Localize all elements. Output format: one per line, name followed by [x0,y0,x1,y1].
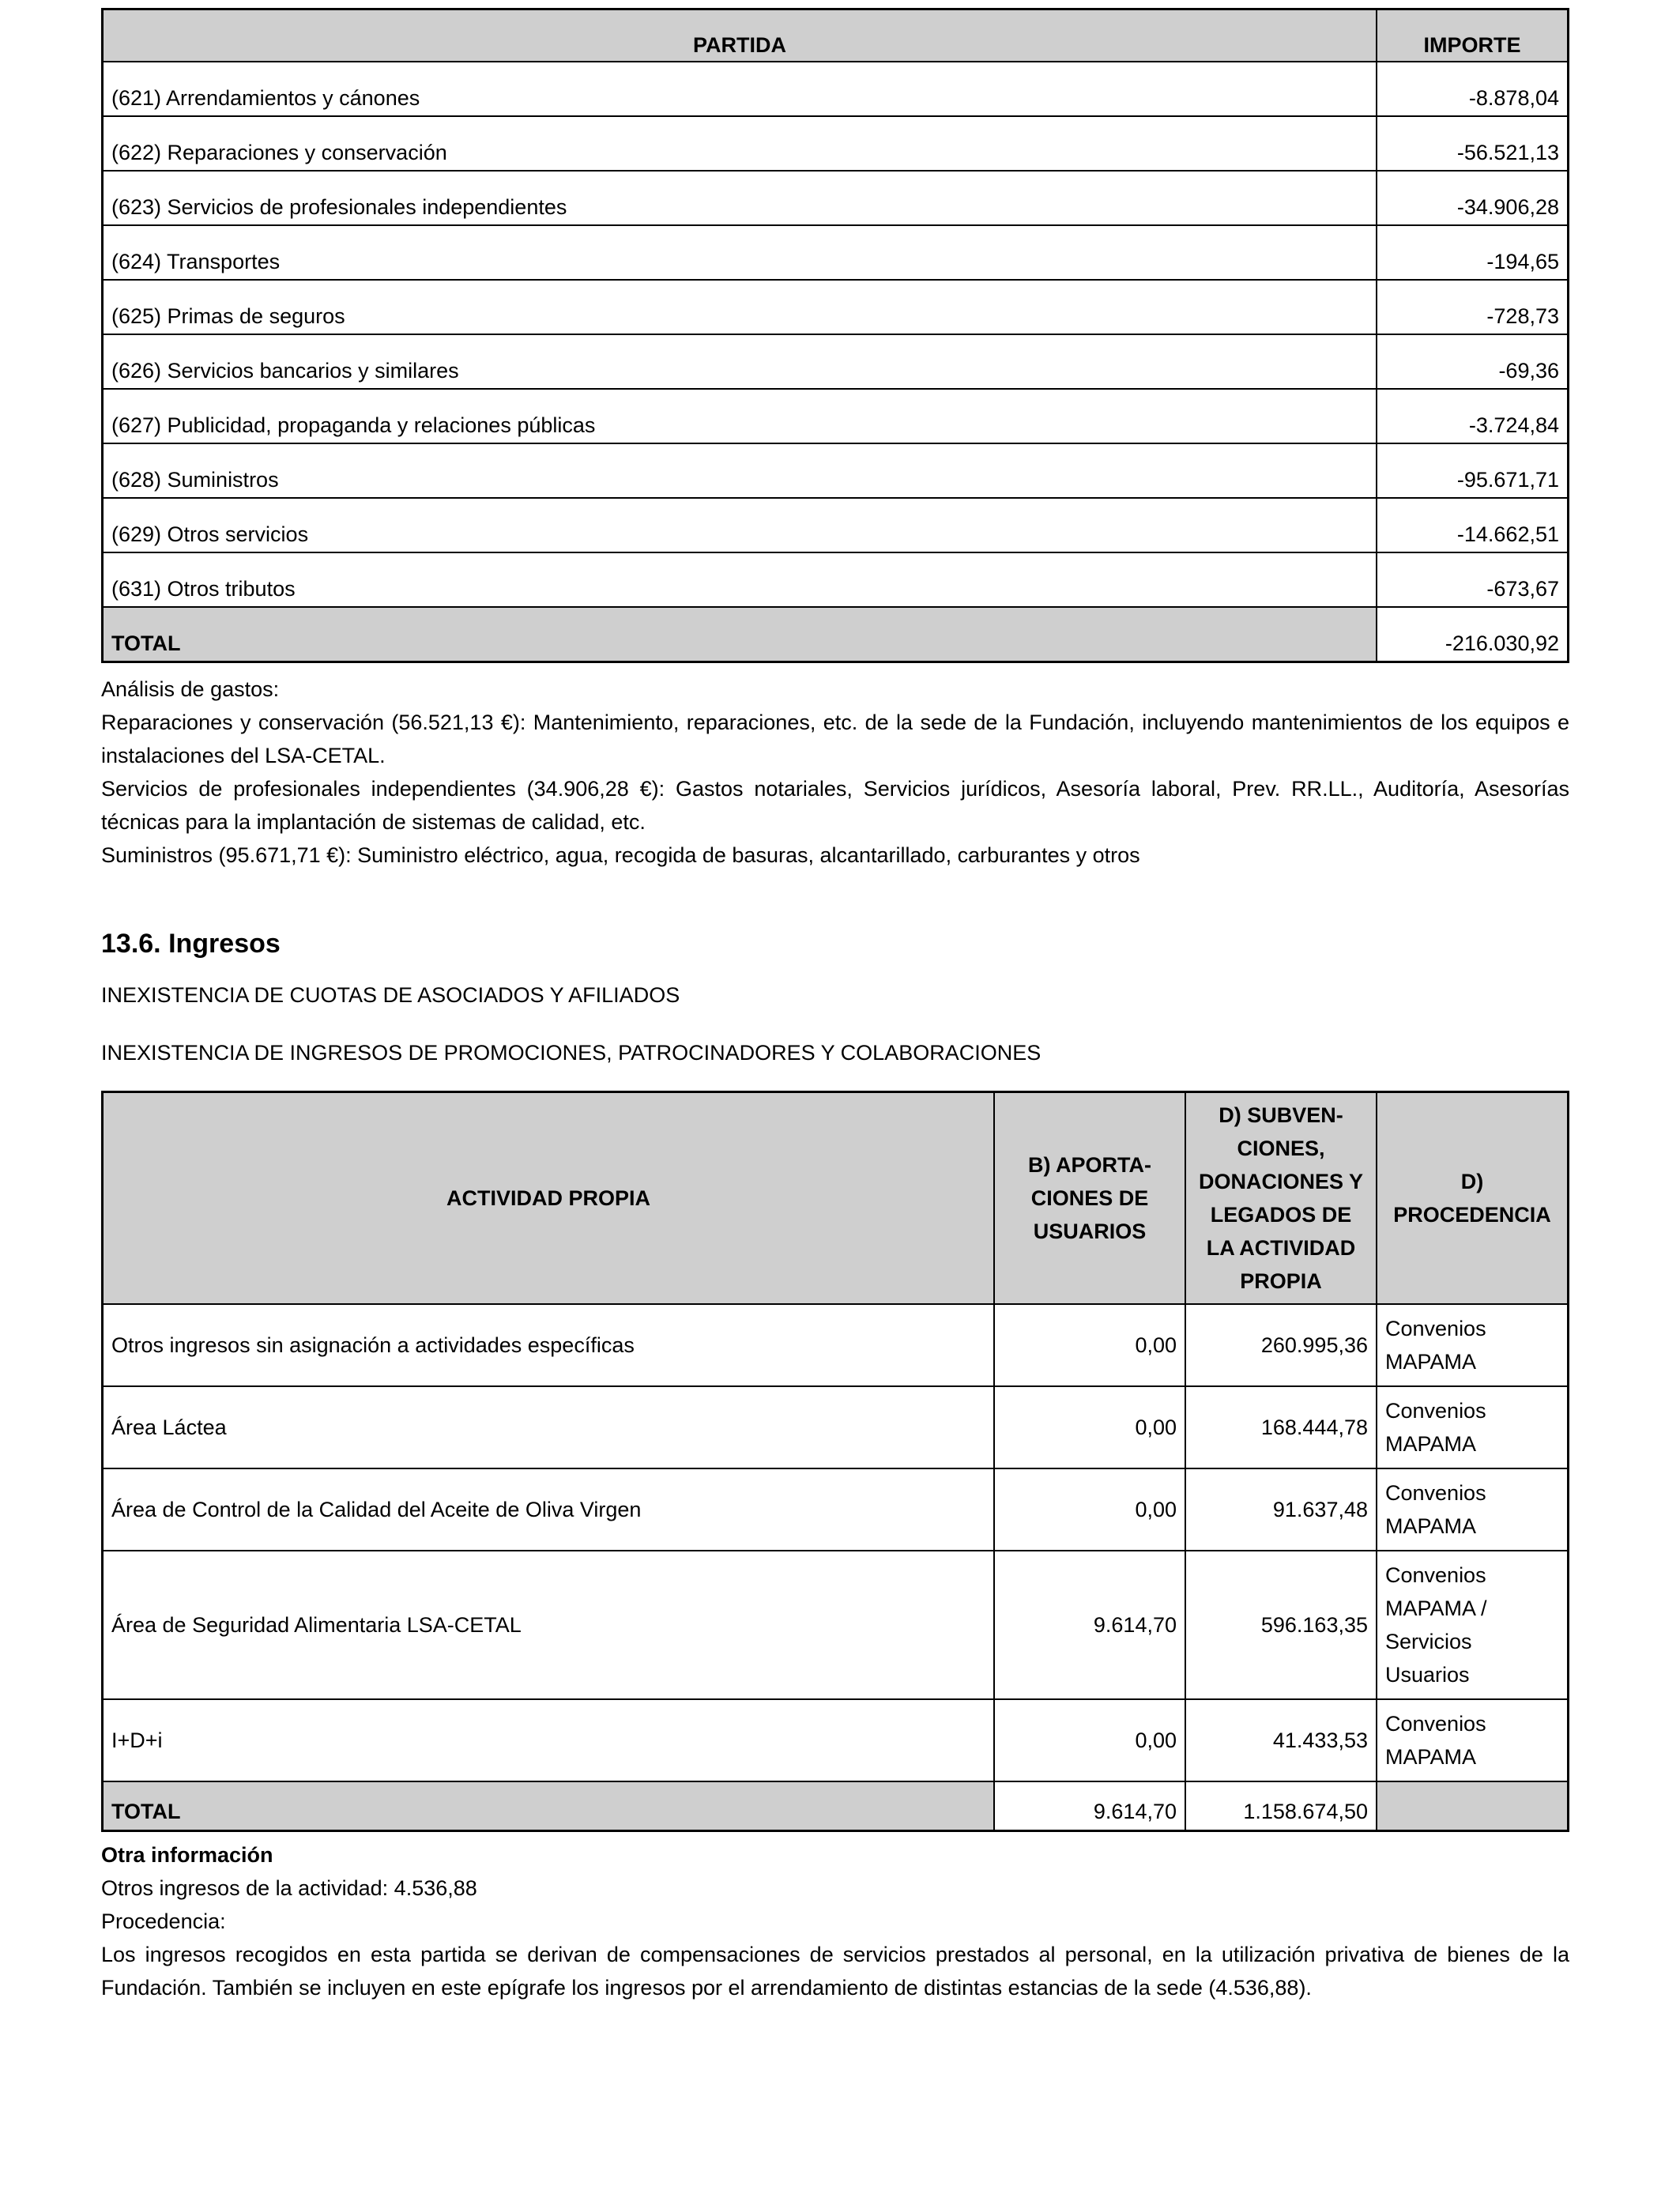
procedencia-cell: Convenios MAPAMA [1377,1468,1569,1551]
actividad-cell: I+D+i [103,1699,995,1781]
table-row [103,62,1569,116]
partida-cell: (626) Servicios bancarios y similares [103,334,1377,389]
total-label: TOTAL [103,1781,995,1831]
partida-cell: (622) Reparaciones y conservación [103,116,1377,171]
partida-cell: (624) Transportes [103,225,1377,280]
analisis-paragraph: Suministros (95.671,71 €): Suministro eléctrico, agua, recogida de basuras, alcantarillado, carburantes y otros [101,843,1140,867]
actividad-cell: Otros ingresos sin asignación a actividades específicas [103,1304,995,1386]
actividad-cell: Área de Seguridad Alimentaria LSA-CETAL [103,1551,995,1699]
partida-cell: (628) Suministros [103,443,1377,498]
procedencia-label: Procedencia: [101,1909,226,1933]
subvenciones-cell: 260.995,36 [1185,1304,1377,1386]
aportaciones-cell: 0,00 [994,1386,1185,1468]
table-row [103,443,1569,498]
table-row [103,1551,1569,1699]
partida-cell: (631) Otros tributos [103,552,1377,607]
importe-cell: -14.662,51 [1377,498,1569,552]
analisis-heading: Análisis de gastos: [101,677,280,701]
gastos-table [101,8,1569,663]
importe-cell: -8.878,04 [1377,62,1569,116]
subvenciones-cell: 41.433,53 [1185,1699,1377,1781]
total-subvenciones: 1.158.674,50 [1185,1781,1377,1831]
ingresos-total-row [103,1781,1569,1831]
document-page [101,8,1569,2004]
header-actividad: ACTIVIDAD PROPIA [103,1092,995,1305]
importe-cell: -3.724,84 [1377,389,1569,443]
analisis-paragraph: Reparaciones y conservación (56.521,13 €): Mantenimiento, reparaciones, etc. de la sede de la Fundación, incluyendo mantenimientos de los equipos e instalaciones del LSA-CETAL. [101,711,1569,767]
table-row [103,1386,1569,1468]
ingresos-table [101,1091,1569,1832]
header-aportaciones: B) APORTA-CIONES DE USUARIOS [994,1092,1185,1305]
procedencia-cell: Convenios MAPAMA [1377,1304,1569,1386]
table-row [103,498,1569,552]
procedencia-cell: Convenios MAPAMA [1377,1386,1569,1468]
aportaciones-cell: 9.614,70 [994,1551,1185,1699]
table-row [103,389,1569,443]
table-row [103,280,1569,334]
section-title: 13.6. Ingresos [101,929,281,959]
inexistencia-ingresos: INEXISTENCIA DE INGRESOS DE PROMOCIONES, PATROCINADORES Y COLABORACIONES [101,1041,1042,1065]
otros-ingresos-line: Otros ingresos de la actividad: 4.536,88 [101,1876,477,1900]
table-row [103,552,1569,607]
aportaciones-cell: 0,00 [994,1699,1185,1781]
analisis-paragraph: Servicios de profesionales independientes (34.906,28 €): Gastos notariales, Servicios jurídicos, Asesoría laboral, Prev. RR.LL., Auditoría, Asesorías técnicas para la implantación de sistemas de calidad, etc. [101,777,1569,834]
partida-cell: (625) Primas de seguros [103,280,1377,334]
table-row [103,225,1569,280]
total-aportaciones: 9.614,70 [994,1781,1185,1831]
procedencia-cell: Convenios MAPAMA / Servicios Usuarios [1377,1551,1569,1699]
importe-cell: -194,65 [1377,225,1569,280]
importe-cell: -673,67 [1377,552,1569,607]
subvenciones-cell: 91.637,48 [1185,1468,1377,1551]
header-importe: IMPORTE [1377,9,1569,62]
table-row [103,1699,1569,1781]
importe-cell: -34.906,28 [1377,171,1569,225]
table-row [103,171,1569,225]
gastos-total-row [103,607,1569,662]
importe-cell: -69,36 [1377,334,1569,389]
header-partida: PARTIDA [103,9,1377,62]
total-label: TOTAL [103,607,1377,662]
actividad-cell: Área de Control de la Calidad del Aceite de Oliva Virgen [103,1468,995,1551]
gastos-header-row [103,9,1569,62]
importe-cell: -728,73 [1377,280,1569,334]
table-row [103,1468,1569,1551]
analisis-gastos [101,673,1569,872]
actividad-cell: Área Láctea [103,1386,995,1468]
total-procedencia-empty [1377,1781,1569,1831]
aportaciones-cell: 0,00 [994,1468,1185,1551]
partida-cell: (621) Arrendamientos y cánones [103,62,1377,116]
inexistencia-cuotas: INEXISTENCIA DE CUOTAS DE ASOCIADOS Y AFILIADOS [101,983,680,1007]
otra-informacion [101,1838,1569,2004]
subvenciones-cell: 168.444,78 [1185,1386,1377,1468]
partida-cell: (629) Otros servicios [103,498,1377,552]
header-procedencia: D) PROCEDENCIA [1377,1092,1569,1305]
subvenciones-cell: 596.163,35 [1185,1551,1377,1699]
table-row [103,1304,1569,1386]
partida-cell: (627) Publicidad, propaganda y relaciones públicas [103,389,1377,443]
otra-info-paragraph: Los ingresos recogidos en esta partida se derivan de compensaciones de servicios prestados al personal, en la utilización privativa de bienes de la Fundación. También se incluyen en este epígrafe los ingresos por el arrendamiento de distintas estancias de la sede (4.536,88). [101,1943,1569,2000]
table-row [103,334,1569,389]
procedencia-cell: Convenios MAPAMA [1377,1699,1569,1781]
partida-cell: (623) Servicios de profesionales independientes [103,171,1377,225]
importe-cell: -56.521,13 [1377,116,1569,171]
aportaciones-cell: 0,00 [994,1304,1185,1386]
otra-info-heading: Otra información [101,1843,273,1867]
table-row [103,116,1569,171]
ingresos-header-row [103,1092,1569,1305]
header-subvenciones: D) SUBVEN-CIONES, DONACIONES Y LEGADOS DE LA ACTIVIDAD PROPIA [1185,1092,1377,1305]
total-value: -216.030,92 [1377,607,1569,662]
importe-cell: -95.671,71 [1377,443,1569,498]
